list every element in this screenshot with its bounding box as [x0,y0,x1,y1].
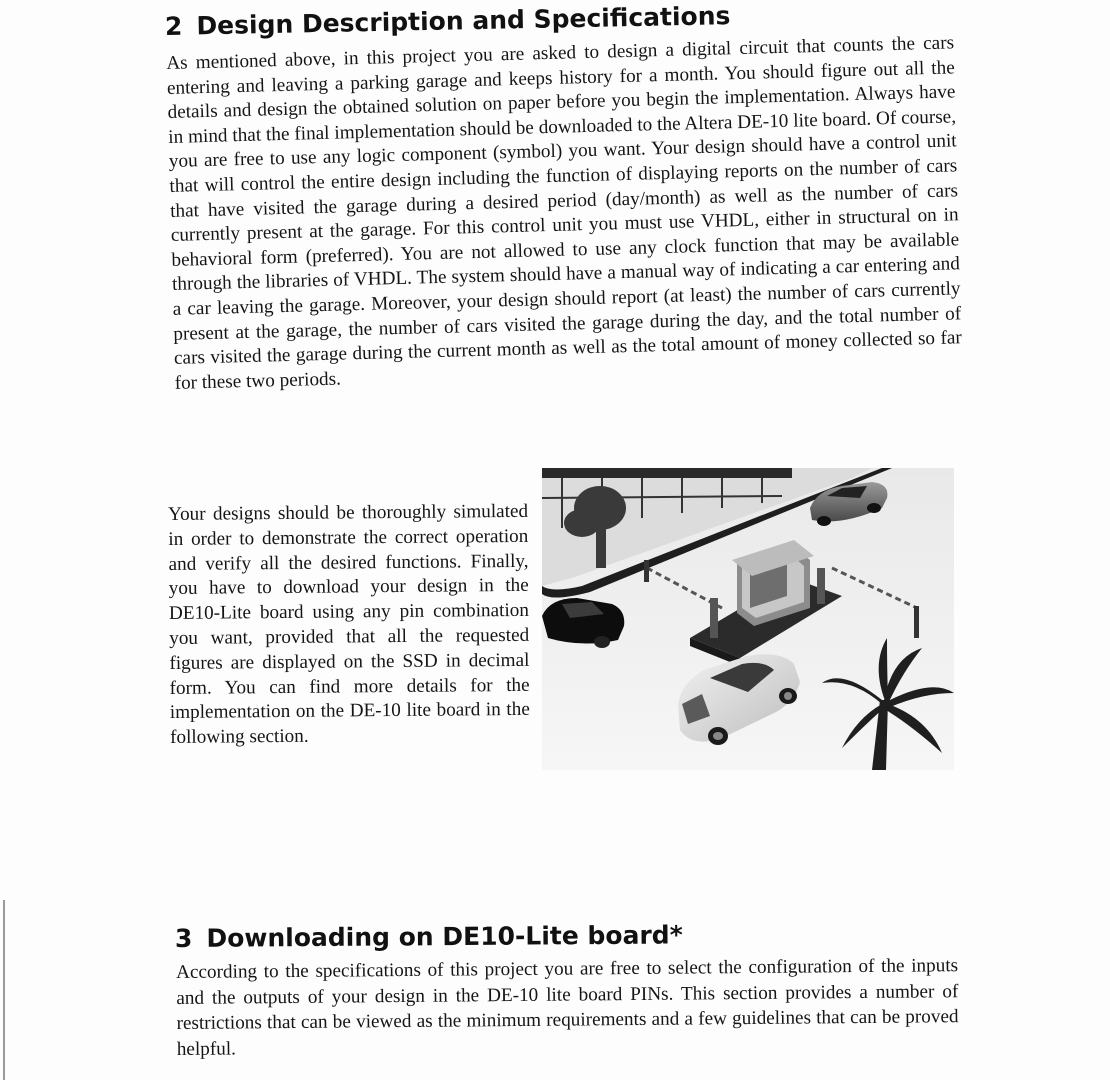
parking-garage-illustration [542,468,954,770]
parking-garage-drawing [542,468,954,770]
page-edge-shadow [3,900,5,1080]
section-2-paragraph-1: As mentioned above, in this project you are asked to design a digital circuit that counts the cars entering and leaving a parking garage and keeps history for a month. You should figure out all the details and design the obtained solution on paper before you begin the implementation. Always have in mind that the final implementation should be downloaded to the Altera DE-10 lite board. Of course, you are free to use any logic component (symbol) you want. Your design should have a control unit that will control the entire design including the function of displaying reports on the number of cars that have visited the garage during a desired period (day/month) as well as the number of cars currently present at the garage. For this control unit you must use VHDL, either in structural on in behavioral form (preferred). You are not allowed to use any clock function that may be available through the libraries of VHDL. The system should have a manual way of indicating a car entering and a car leaving the garage. Moreover, your design should report (at least) the number of cars currently present at the garage, the number of cars visited the garage during the day, and the total number of cars visited the garage during the current month as well as the total amount of money collected so far for these two periods. [166,32,963,394]
section-3-heading [175,920,683,953]
section-3-title: Downloading on DE10-Lite board* [206,920,683,953]
section-3-paragraph: According to the specifications of this project you are free to select the configuration of the inputs and the outputs of your design in the DE-10 lite board PINs. This section provides a number of restrictions that can be viewed as the minimum requirements and a few guidelines that can be proved helpful. [176,955,959,1060]
section-2-heading [165,1,731,41]
section-2-title: Design Description and Specifications [196,1,731,41]
section-3-number: 3 [174,923,193,953]
section-2-paragraph-2: Your designs should be thoroughly simulated in order to demonstrate the correct operation and verify all the desired functions. Finally, you have to download your design in the DE10-Lite board using any pin combination you want, provided that all the requested figures are displayed on the SSD in decimal form. You can find more details for the implementation on the DE-10 lite board in the following section. [168,500,530,749]
section-2-number: 2 [164,11,183,41]
